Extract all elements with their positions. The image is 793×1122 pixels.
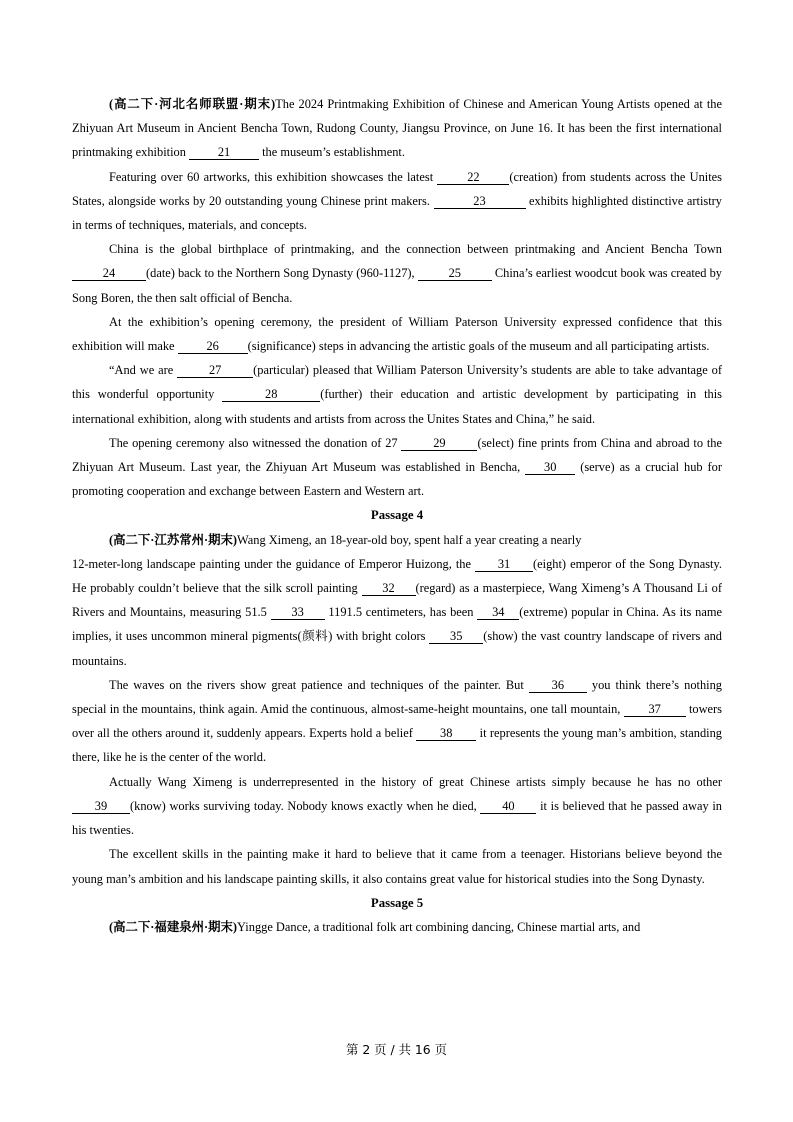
blank-38[interactable]: 38 [416,726,476,741]
passage3-paragraph-5: “And we are 27 (particular) pleased that William Paterson University’s students are able to take advantage of this wonderful opportunity 28 (further) their education and artistic development by participating in this international exhibition, along with students and artists from across the Unites States and China,” he said. [72,363,722,426]
blank-29[interactable]: 29 [401,436,477,451]
blank-37[interactable]: 37 [624,702,686,717]
blank-26[interactable]: 26 [178,339,248,354]
blank-22[interactable]: 22 [437,170,509,185]
source-label: (高二下·福建泉州·期末) [109,919,238,934]
passage3-paragraph-3: China is the global birthplace of printmaking, and the connection between printmaking and Ancient Bencha Town 24 (date) back to the Northern Song Dynasty (960-1127), 25 China’s earliest woodcut book was created by Song Boren, the then salt official of Bencha. [72,242,722,305]
source-label: (高二下·河北名师联盟·期末) [109,97,276,111]
blank-40[interactable]: 40 [480,799,536,814]
passage4-paragraph-1: 12-meter-long landscape painting under the guidance of Emperor Huizong, the 31 (eight) emperor of the Song Dynasty. He probably couldn’t believe that the silk scroll painting 32 (regard) as a masterpiece, Wang Ximeng’s A Thousand Li of Rivers and Mountains, measuring 51.5 33 1191.5 centimeters, has been 34 (extreme) popular in China. As its name implies, it uses uncommon mineral pigments(颜料) with bright colors 35 (show) the vast country landscape of rivers and mountains. [72,556,723,668]
passage4-title: Passage 4 [370,508,424,523]
blank-27[interactable]: 27 [177,363,253,378]
blank-24[interactable]: 24 [72,266,146,281]
passage4-paragraph-3: Actually Wang Ximeng is underrepresented in the history of great Chinese artists simply because he has no other 39 (know) works surviving today. Nobody knows exactly when he died, 40 it is believed that he passed away in his twenties. [72,774,722,838]
blank-25[interactable]: 25 [418,266,492,281]
blank-23[interactable]: 23 [434,194,526,209]
blank-34[interactable]: 34 [477,605,519,620]
blank-39[interactable]: 39 [72,799,130,814]
blank-28[interactable]: 28 [222,387,320,402]
blank-36[interactable]: 36 [529,678,587,693]
passage3-paragraph-6: The opening ceremony also witnessed the donation of 27 29 (select) fine prints from China and abroad to the Zhiyuan Art Museum. Last year, the Zhiyuan Art Museum was established in Bencha, 30 (serve) as a crucial hub for promoting cooperation and exchange between Eastern and Western art. [72,435,722,499]
blank-30[interactable]: 30 [525,460,575,475]
blank-35[interactable]: 35 [429,629,483,644]
passage5-paragraph-1: (高二下·福建泉州·期末)Yingge Dance, a traditional folk art combining dancing, Chinese martial arts, and [109,919,641,934]
passage4-paragraph-1-line-1: (高二下·江苏常州·期末)Wang Ximeng, an 18-year-old boy, spent half a year creating a nearly [109,532,582,547]
passage4-paragraph-4: The excellent skills in the painting make it hard to believe that it came from a teenager. Historians believe beyond the young man’s ambition and his landscape painting skills, it also contains great value for historical studies into the Song Dynasty. [72,847,722,886]
passage3-paragraph-1: (高二下·河北名师联盟·期末)The 2024 Printmaking Exhibition of Chinese and American Young Artists opened at the Zhiyuan Art Museum in Ancient Bencha Town, Rudong County, Jiangsu Province, on June 16. It has been the first international printmaking exhibition 21 the museum’s establishment. [72,97,722,160]
source-label: (高二下·江苏常州·期末) [109,532,238,547]
passage3-paragraph-4: At the exhibition’s opening ceremony, the president of William Paterson University expressed confidence that this exhibition will make 26 (significance) steps in advancing the artistic goals of the museum and all participating artists. [72,314,722,354]
passage4-paragraph-2: The waves on the rivers show great patience and techniques of the painter. But 36 you think there’s nothing special in the mountains, think again. Amid the continuous, almost-same-height mountains, one tall mountain, 37 towers over all the others around it, suddenly appears. Experts hold a belief 38 it represents the young man’s ambition, standing there, like he is the center of the world. [72,677,722,765]
document-page [72,92,722,939]
page-number-footer: 第 2 页 / 共 16 页 [345,1042,448,1057]
passage3-paragraph-2: Featuring over 60 artworks, this exhibition showcases the latest 22 (creation) from students across the Unites States, alongside works by 20 outstanding young Chinese print makers. 23 exhibits highlighted distinctive artistry in terms of techniques, materials, and concepts. [72,169,722,233]
blank-33[interactable]: 33 [271,605,325,620]
blank-31[interactable]: 31 [475,557,533,572]
blank-32[interactable]: 32 [362,581,416,596]
passage5-title: Passage 5 [370,895,424,910]
blank-21[interactable]: 21 [189,145,259,160]
